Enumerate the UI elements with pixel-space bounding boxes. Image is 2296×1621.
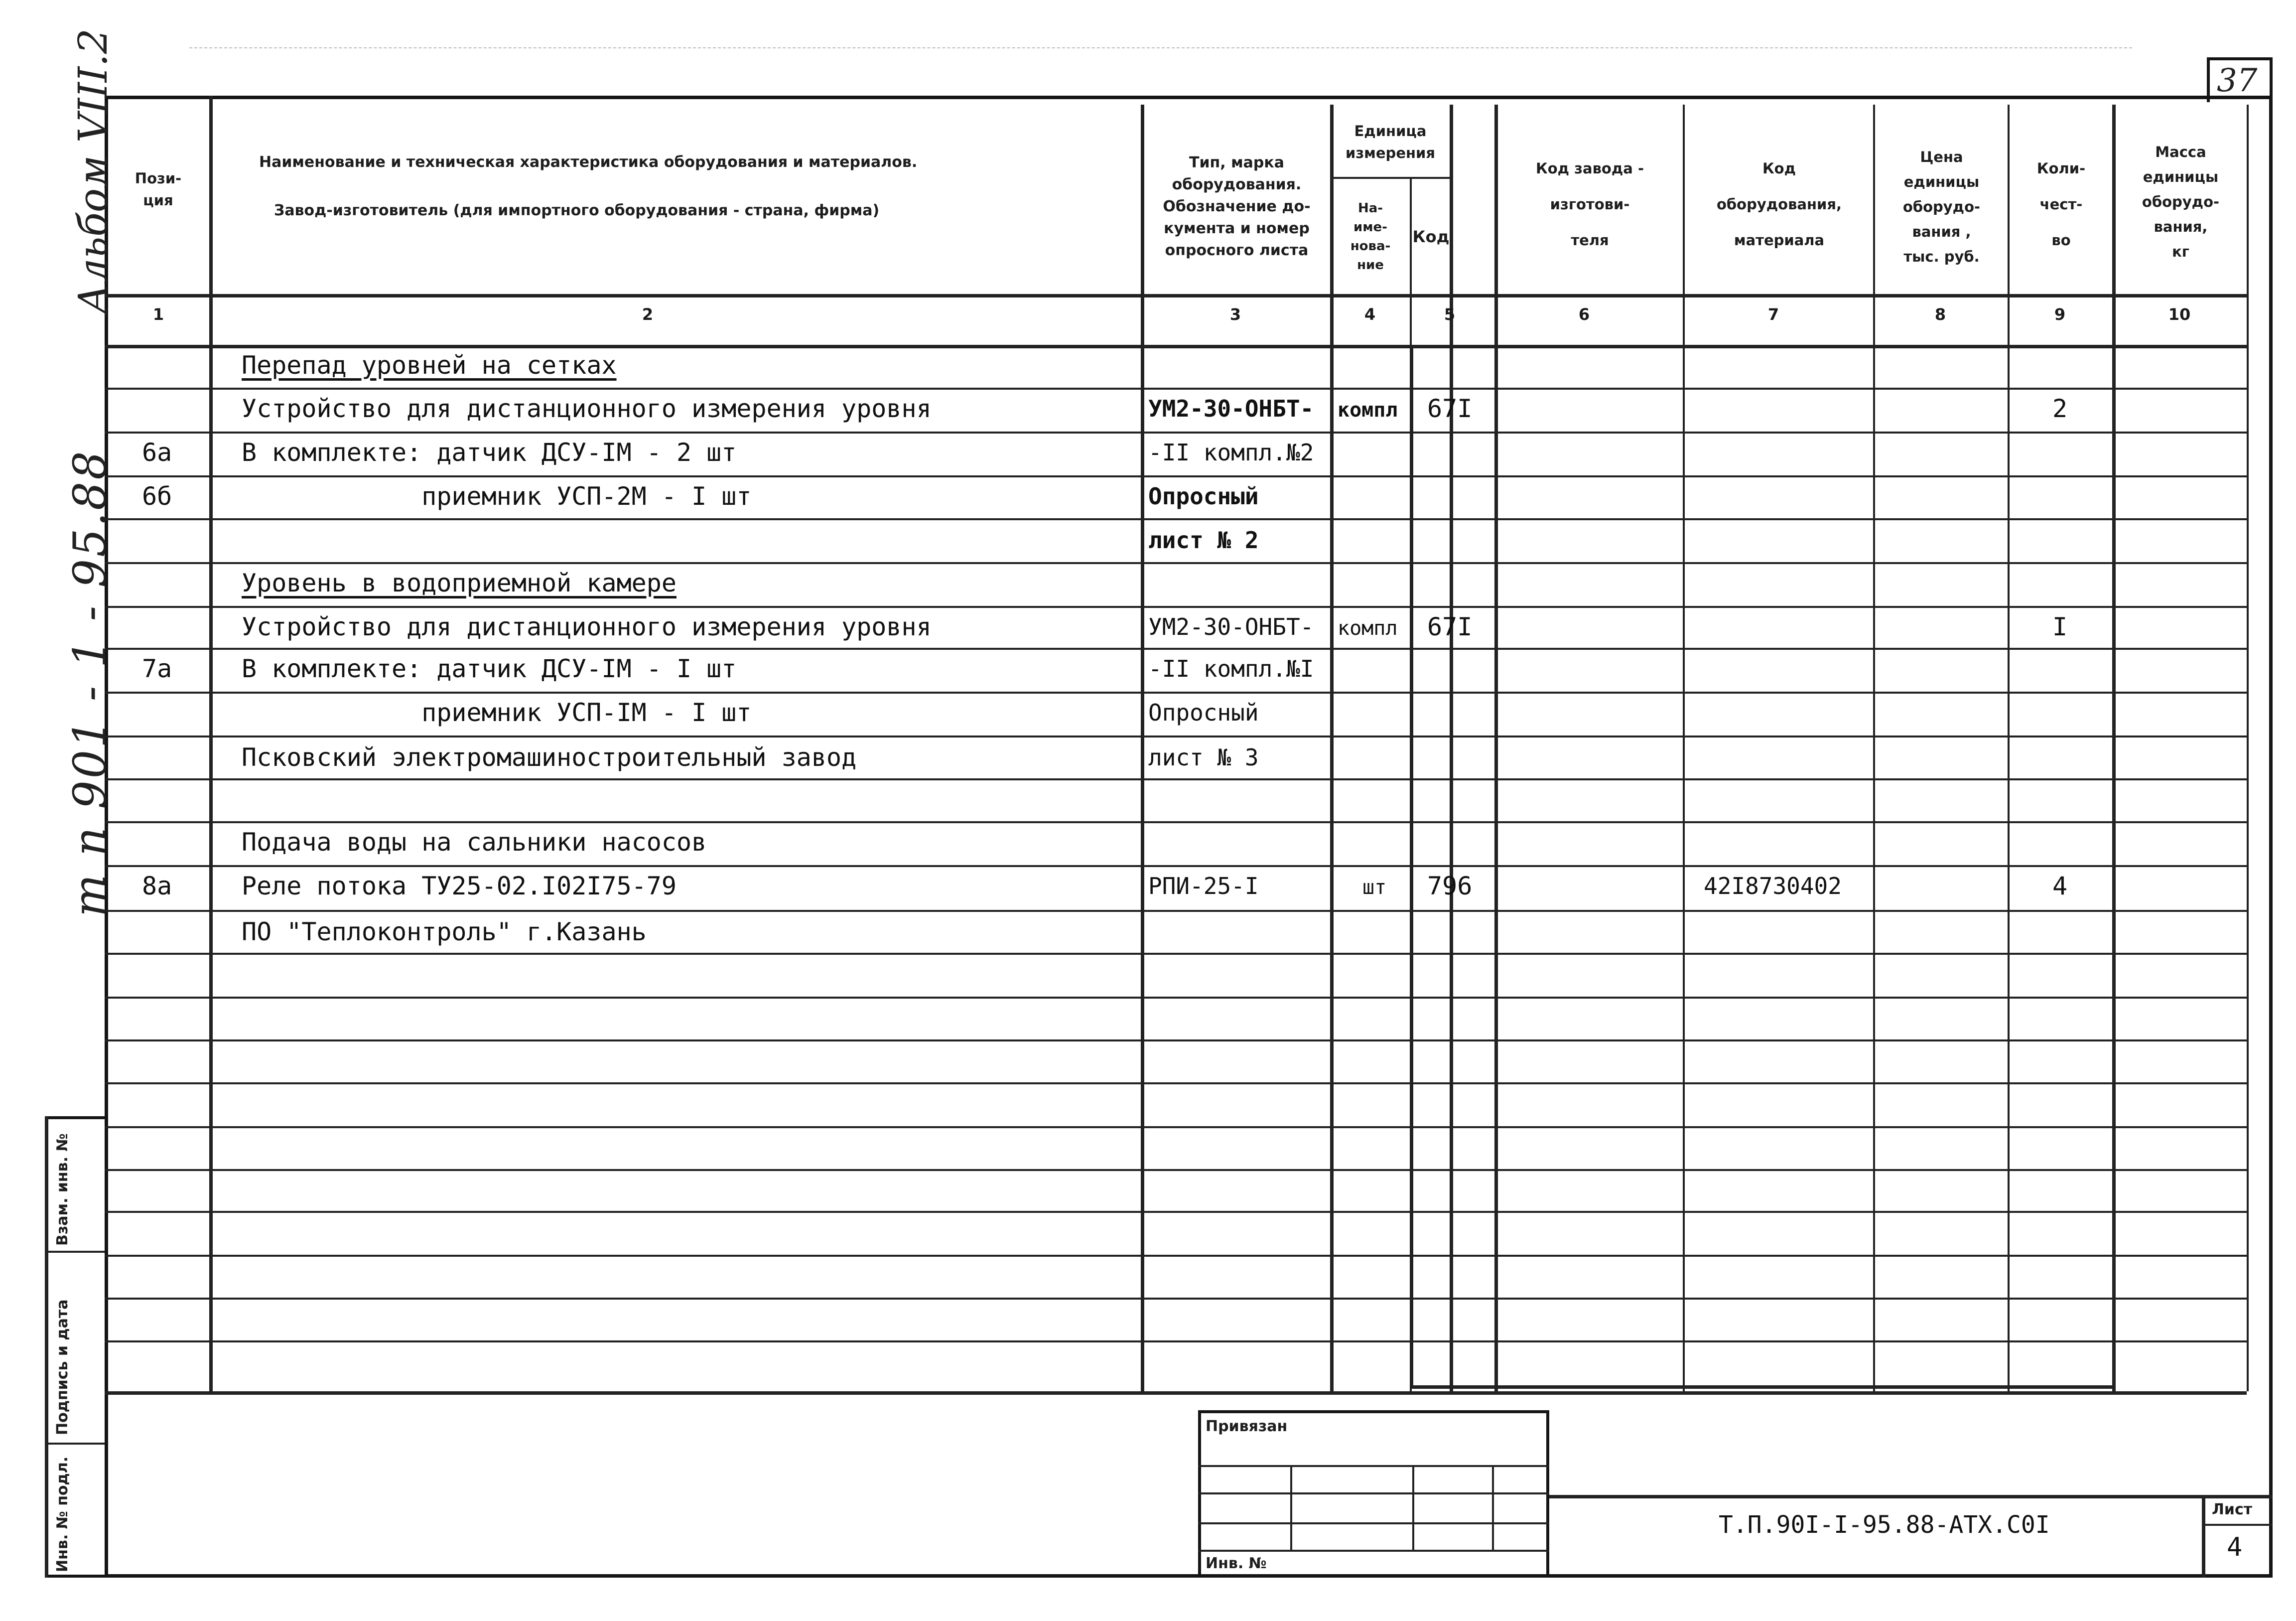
row-type: Опросный [1148,483,1259,510]
header-name-line1: Наименование и техническая характеристика оборудования и материалов. [259,153,918,171]
column-number: 6 [1578,305,1590,324]
row-name: Устройство для дистанционного измерения уровня [242,612,932,641]
row-qty: 2 [2052,394,2068,423]
grid-line [1410,1385,2114,1389]
grid-line [1198,1465,1549,1467]
column-number: 1 [152,305,164,324]
grid-line [1198,1550,1549,1552]
row-type: РПИ-25-I [1148,873,1259,899]
grid-line [1549,1495,2273,1498]
stamp-inv-podl: Инв. № подл. [54,1456,71,1572]
sheet-label: Лист [2212,1501,2253,1518]
header-factory-code: Код завода - изготови- теля [1536,160,1644,249]
header-unit-group: Единица измерения [1346,123,1435,161]
header-mass: Масса единицы оборудо- вания, кг [2142,144,2220,260]
grid-line [1141,105,1144,1391]
column-number: 5 [1444,305,1456,324]
row-line [105,736,2247,737]
header-unit-name: На- име- нова- ние [1350,201,1391,273]
row-line [105,1298,2247,1300]
row-line [105,865,2247,867]
section-title: Перепад уровней на сетках [242,351,617,380]
grid-line [1198,1522,1549,1524]
grid-line [2202,1524,2273,1526]
stamp-podpis-data: Подпись и дата [54,1299,71,1435]
row-line [105,1340,2247,1342]
row-line [105,1039,2247,1041]
document-code: Т.П.90I-I-95.88-АТХ.С0I [1719,1511,2050,1539]
row-position: 6б [142,482,172,511]
grid-line [209,96,213,1391]
row-name: приемник УСП-2М - I шт [242,482,752,511]
row-line [105,1082,2247,1084]
grid-line [1290,1465,1292,1550]
grid-line [105,345,2247,348]
grid-line [2112,105,2116,1391]
row-qty: I [2052,612,2068,641]
grid-line [1494,105,1498,1391]
row-name: приемник УСП-IМ - I шт [242,698,752,727]
row-position: 6а [142,438,172,467]
row-line [105,475,2247,477]
row-line [105,388,2247,390]
row-line [105,997,2247,999]
row-type: лист № 2 [1148,527,1259,554]
grid-line [2247,105,2249,1391]
row-name: ПО "Теплоконтроль" г.Казань [242,917,647,946]
stamp-vzam-inv: Взам. инв. № [54,1133,71,1246]
row-line [105,692,2247,694]
section-title: Подача воды на сальники насосов [242,828,707,857]
header-name-line2: Завод-изготовитель (для импортного оборудования - страна, фирма) [274,202,880,219]
privyazan-label: Привязан [1206,1418,1288,1435]
row-line [105,606,2247,608]
row-name: Устройство для дистанционного измерения уровня [242,394,932,423]
row-line [105,1169,2247,1171]
project-side-label: т п 901 - 1 - 95.88 [64,449,116,917]
row-type: УМ2-30-ОНБТ- [1148,613,1314,640]
grid-line [1330,177,1450,179]
row-unit: компл [1338,617,1398,640]
grid-line [105,294,2247,297]
row-name: Реле потока ТУ25-02.I02I75-79 [242,872,676,900]
column-number: 3 [1229,305,1241,324]
row-line [105,1255,2247,1257]
header-price: Цена единицы оборудо- вания , тыс. руб. [1902,148,1981,265]
inv-no-label: Инв. № [1206,1555,1267,1572]
row-line [105,518,2247,520]
column-number: 8 [1934,305,1946,324]
header-equipment-code: Код оборудования, материала [1716,160,1842,249]
grid-line [1873,105,1875,1391]
row-position: 7а [142,654,172,683]
row-code: 67I [1427,394,1473,423]
row-line [105,648,2247,650]
grid-line [1492,1465,1494,1550]
row-type: УМ2-30-ОНБТ- [1148,395,1314,422]
row-name: Псковский электромашиностроительный завод [242,743,857,772]
row-type: -II компл.№I [1148,655,1314,682]
row-code: 796 [1427,872,1473,900]
row-type: лист № 3 [1148,744,1259,771]
grid-line [1198,1492,1549,1494]
row-unit: компл [1338,399,1398,422]
row-qty: 4 [2052,872,2068,900]
section-title: Уровень в водоприемной камере [242,569,676,597]
grid-line [1330,105,1334,1391]
header-position: Пози- ция [135,170,182,209]
grid-line [2008,105,2010,1391]
row-unit: шт [1362,876,1387,899]
grid-line [45,1443,105,1445]
row-line [105,953,2247,955]
page-number-corner: 37 [2217,62,2258,99]
column-number: 10 [2168,305,2191,324]
grid-line [1412,1465,1414,1550]
row-line [105,778,2247,780]
header-quantity: Коли- чест- во [2036,160,2086,249]
row-line [105,910,2247,912]
sheet-number: 4 [2227,1532,2243,1562]
grid-line [1450,105,1453,1391]
column-number: 7 [1767,305,1779,324]
row-line [105,562,2247,564]
header-unit-code: Код [1412,227,1450,246]
row-position: 8а [142,872,172,900]
album-label: Альбом VIII.2 [70,28,116,314]
row-type: Опросный [1148,699,1259,726]
row-name: В комплекте: датчик ДСУ-IМ - 2 шт [242,438,737,467]
row-line [105,1126,2247,1128]
row-name: В комплекте: датчик ДСУ-IМ - I шт [242,654,737,683]
column-number: 9 [2054,305,2066,324]
row-code: 67I [1427,612,1473,641]
grid-line [45,1251,105,1253]
row-type: -II компл.№2 [1148,439,1314,466]
grid-line [45,1116,48,1578]
column-number: 4 [1364,305,1376,324]
row-equipment-code: 42I8730402 [1704,873,1842,899]
top-margin-line [189,47,2132,48]
row-line [105,821,2247,823]
grid-line [1410,345,1413,1386]
grid-line [2202,1495,2205,1578]
header-type: Тип, марка оборудования. Обозначение до- кумента и номер опросного листа [1163,154,1311,259]
row-line [105,432,2247,434]
column-number: 2 [642,305,654,324]
row-line [105,1211,2247,1213]
grid-line [1683,105,1685,1391]
row-line [105,1391,2247,1395]
